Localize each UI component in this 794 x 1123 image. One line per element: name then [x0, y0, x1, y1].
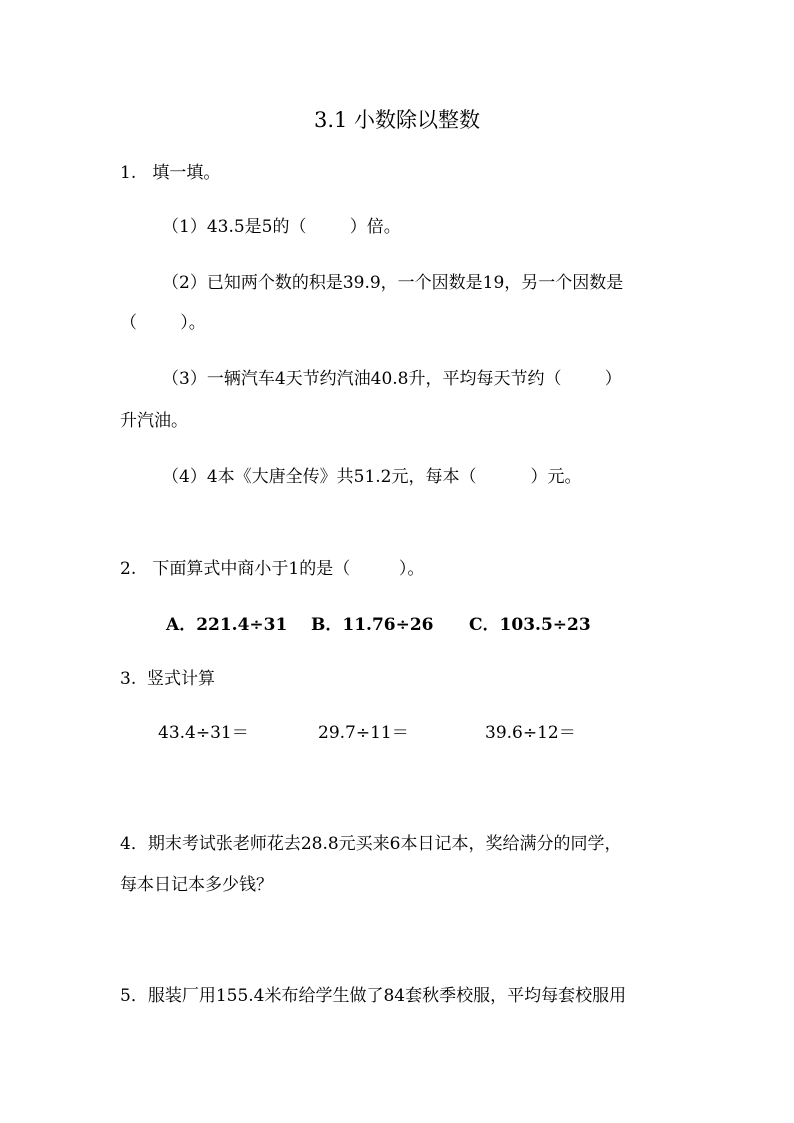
question-1-item-2-cont: （ ）。 — [120, 313, 206, 333]
question-1-heading: 1. 填一填。 — [120, 163, 221, 183]
question-1-item-3-cont: 升汽油。 — [120, 411, 188, 431]
question-1-item-4: （4）4本《大唐全传》共51.2元，每本（ ）元。 — [162, 467, 582, 487]
question-1-item-1: （1）43.5是5的（ ）倍。 — [162, 217, 401, 237]
question-4-line-1: 4．期末考试张老师花去28.8元买来6本日记本，奖给满分的同学， — [120, 834, 622, 854]
calc-item-3: 39.6÷12＝ — [485, 723, 576, 743]
question-4-line-2: 每本日记本多少钱？ — [120, 875, 273, 895]
page-title: 3.1 小数除以整数 — [313, 108, 481, 132]
calc-item-1: 43.4÷31＝ — [158, 723, 249, 743]
question-2-heading: 2. 下面算式中商小于1的是（ ）。 — [120, 559, 425, 579]
question-2-options: A．221.4÷31 B．11.76÷26 C．103.5÷23 — [166, 615, 591, 635]
calc-item-2: 29.7÷11＝ — [318, 723, 409, 743]
question-5-line-1: 5．服装厂用155.4米布给学生做了84套秋季校服，平均每套校服用 — [120, 986, 627, 1006]
question-1-item-3: （3）一辆汽车4天节约汽油40.8升，平均每天节约（ ） — [162, 369, 622, 389]
question-1-item-2: （2）已知两个数的积是39.9，一个因数是19，另一个因数是 — [162, 273, 624, 293]
question-3-heading: 3. 竖式计算 — [120, 669, 216, 689]
